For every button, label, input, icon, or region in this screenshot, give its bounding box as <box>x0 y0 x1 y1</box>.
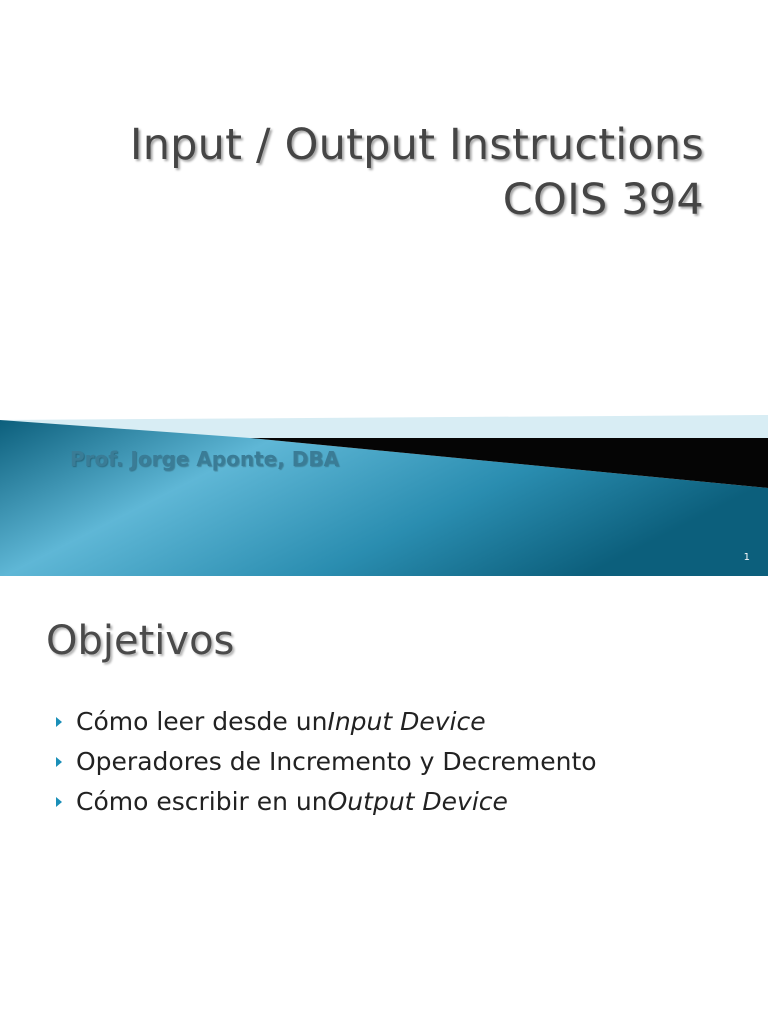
title-line-2: COIS 394 <box>502 175 704 225</box>
bullet-arrow-icon <box>56 797 62 807</box>
list-item <box>56 741 597 781</box>
title-line-1: Input / Output Instructions <box>129 120 704 170</box>
slide-number: 1 <box>743 552 750 563</box>
presenter-name: Prof. Jorge Aponte, DBA <box>70 447 340 471</box>
list-item <box>56 781 597 821</box>
bullet-arrow-icon <box>56 757 62 767</box>
bullet-emphasis: Output Device <box>327 786 508 816</box>
slide-title <box>130 118 704 228</box>
bullet-text: Operadores de Incremento y Decremento <box>76 746 597 776</box>
bullet-arrow-icon <box>56 717 62 727</box>
objectives-list <box>56 701 597 821</box>
list-item <box>56 701 597 741</box>
bullet-text: Cómo leer desde un <box>76 706 328 736</box>
objectives-slide <box>0 576 768 1024</box>
slide-heading: Objetivos <box>46 618 235 664</box>
decorative-banner <box>0 410 768 576</box>
bullet-emphasis: Input Device <box>327 706 486 736</box>
bullet-text: Cómo escribir en un <box>76 786 328 816</box>
